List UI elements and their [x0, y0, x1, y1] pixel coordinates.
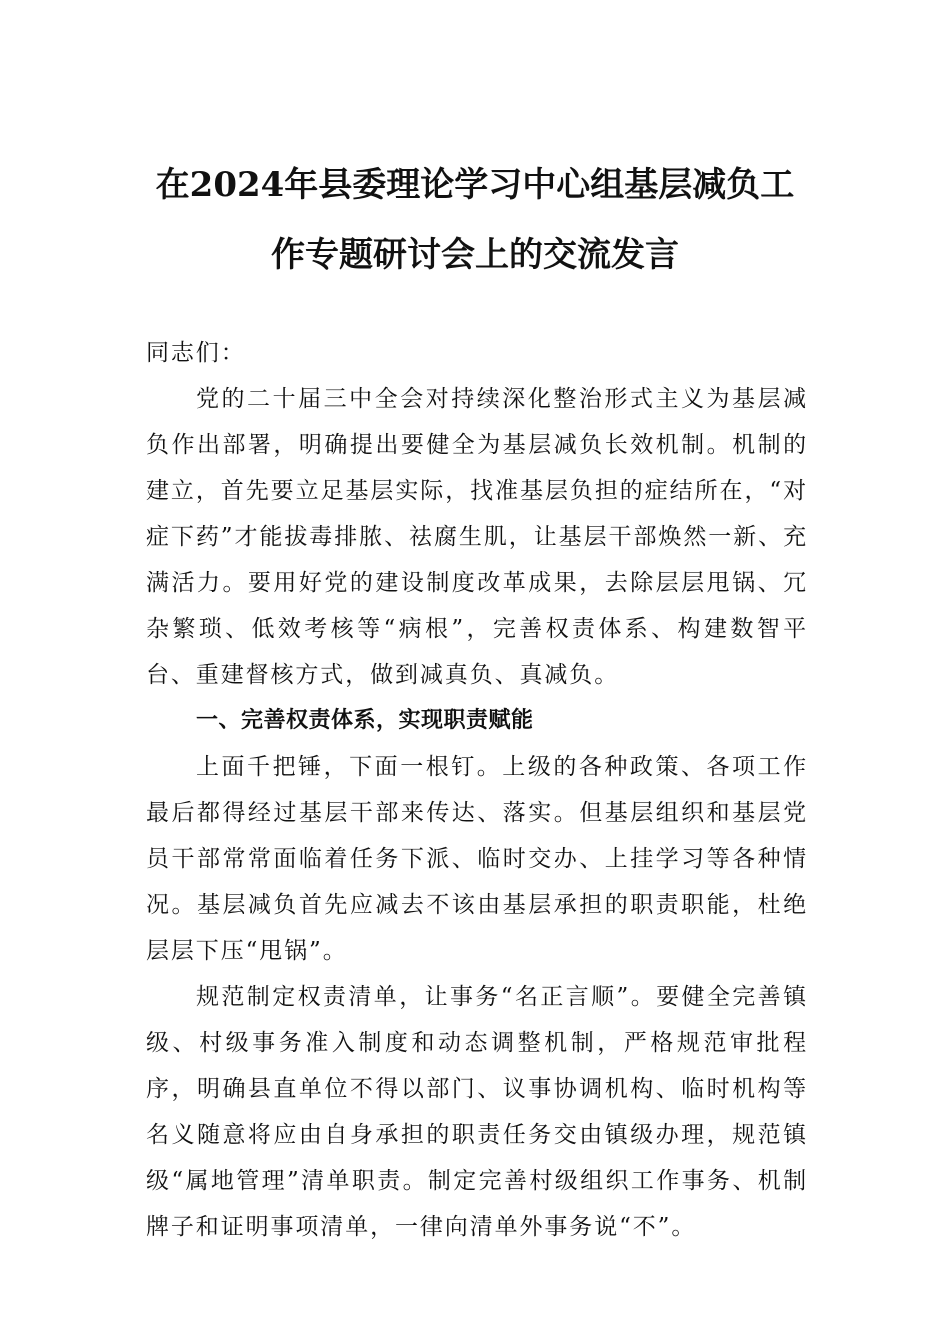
section1-paragraph-1: 上面千把锤，下面一根钉。上级的各种政策、各项工作最后都得经过基层干部来传达、落实。但基层组织和基层党员干部常常面临着任务下派、临时交办、上挂学习等各种情况。基层减负首先应减去不该由基层承担的职责职能，杜绝层层下压“甩锅”。 — [146, 754, 808, 964]
document-body — [146, 330, 808, 1250]
document-title-line-2: 作专题研讨会上的交流发言 — [271, 235, 679, 275]
salutation: 同志们： — [146, 340, 246, 366]
section-heading-1: 一、完善权责体系，实现职责赋能 — [196, 708, 534, 733]
intro-paragraph: 党的二十届三中全会对持续深化整治形式主义为基层减负作出部署，明确提出要健全为基层减负长效机制。机制的建立，首先要立足基层实际，找准基层负担的症结所在，“对症下药”才能拔毒排脓、祛腐生肌，让基层干部焕然一新、充满活力。要用好党的建设制度改革成果，去除层层甩锅、冗杂繁琐、低效考核等“病根”，完善权责体系、构建数智平台、重建督核方式，做到减真负、真减负。 — [146, 386, 808, 688]
section1-paragraph-2: 规范制定权责清单，让事务“名正言顺”。要健全完善镇级、村级事务准入制度和动态调整机制，严格规范审批程序，明确县直单位不得以部门、议事协调机构、临时机构等名义随意将应由自身承担的职责任务交由镇级办理，规范镇级“属地管理”清单职责。制定完善村级组织工作事务、机制牌子和证明事项清单，一律向清单外事务说“不”。 — [146, 984, 808, 1240]
document-title-line-1: 在2024年县委理论学习中心组基层减负工 — [155, 165, 795, 205]
